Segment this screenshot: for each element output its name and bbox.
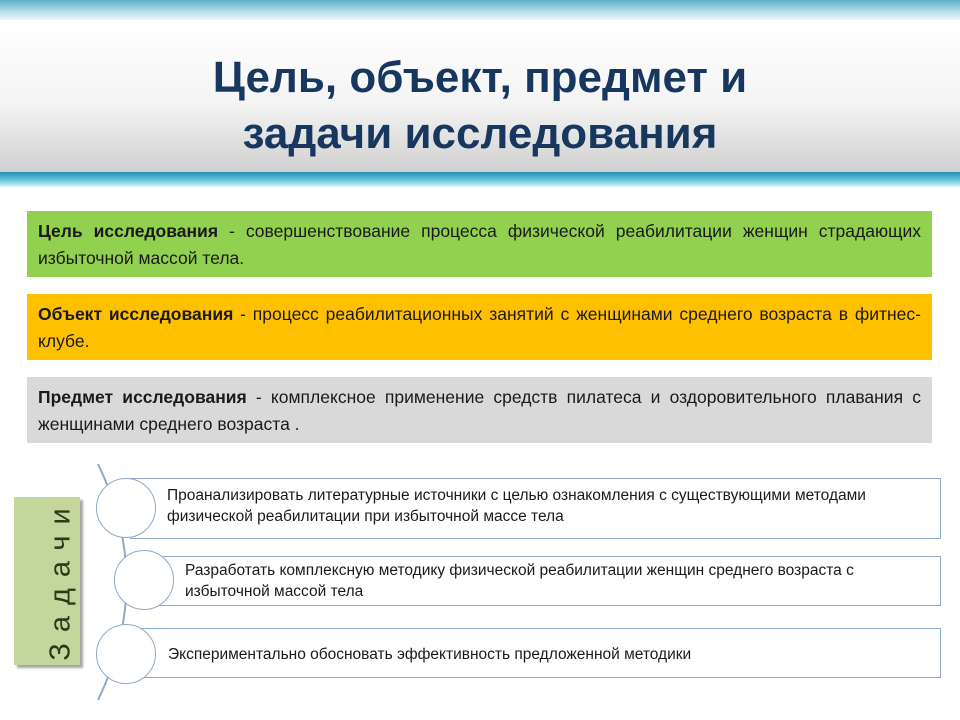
slide-title-line-2: задачи исследования	[242, 109, 718, 158]
task-bullet-circle-1	[96, 478, 156, 538]
goal-box	[27, 211, 932, 277]
subject-box	[27, 377, 932, 443]
goal-text: - совершенствование процесса физической реабилитации женщин страдающих избыточной массой тела.	[38, 221, 921, 268]
task-bullet-circle-2	[114, 550, 174, 610]
object-label: Объект исследования	[38, 304, 234, 324]
task-item-2-text: Разработать комплексную методику физической реабилитации женщин среднего возраста с избыточной массой тела	[185, 562, 854, 600]
subject-label: Предмет исследования	[38, 387, 247, 407]
task-item-1	[130, 478, 941, 539]
goal-label: Цель исследования	[38, 221, 219, 241]
task-item-3	[130, 628, 941, 678]
task-bullet-circle-3	[96, 624, 156, 684]
object-box	[27, 294, 932, 360]
subject-text: - комплексное применение средств пилатеса и оздоровительного плавания с женщинами среднего возраста .	[38, 387, 921, 434]
object-text: - процесс реабилитационных занятий с женщинами среднего возраста в фитнес-клубе.	[38, 304, 921, 351]
task-item-1-text: Проанализировать литературные источники с целью ознакомления с существующими методами физической реабилитации при избыточной массе тела	[167, 487, 866, 525]
top-decor-band	[0, 0, 960, 20]
task-item-2	[150, 556, 941, 606]
tasks-label: Задачи	[44, 497, 77, 661]
slide-title	[0, 50, 960, 162]
title-separator-band	[0, 172, 960, 188]
task-item-3-text: Экспериментально обосновать эффективность предложенной методики	[168, 646, 692, 663]
slide-title-line-1: Цель, объект, предмет и	[212, 53, 748, 102]
